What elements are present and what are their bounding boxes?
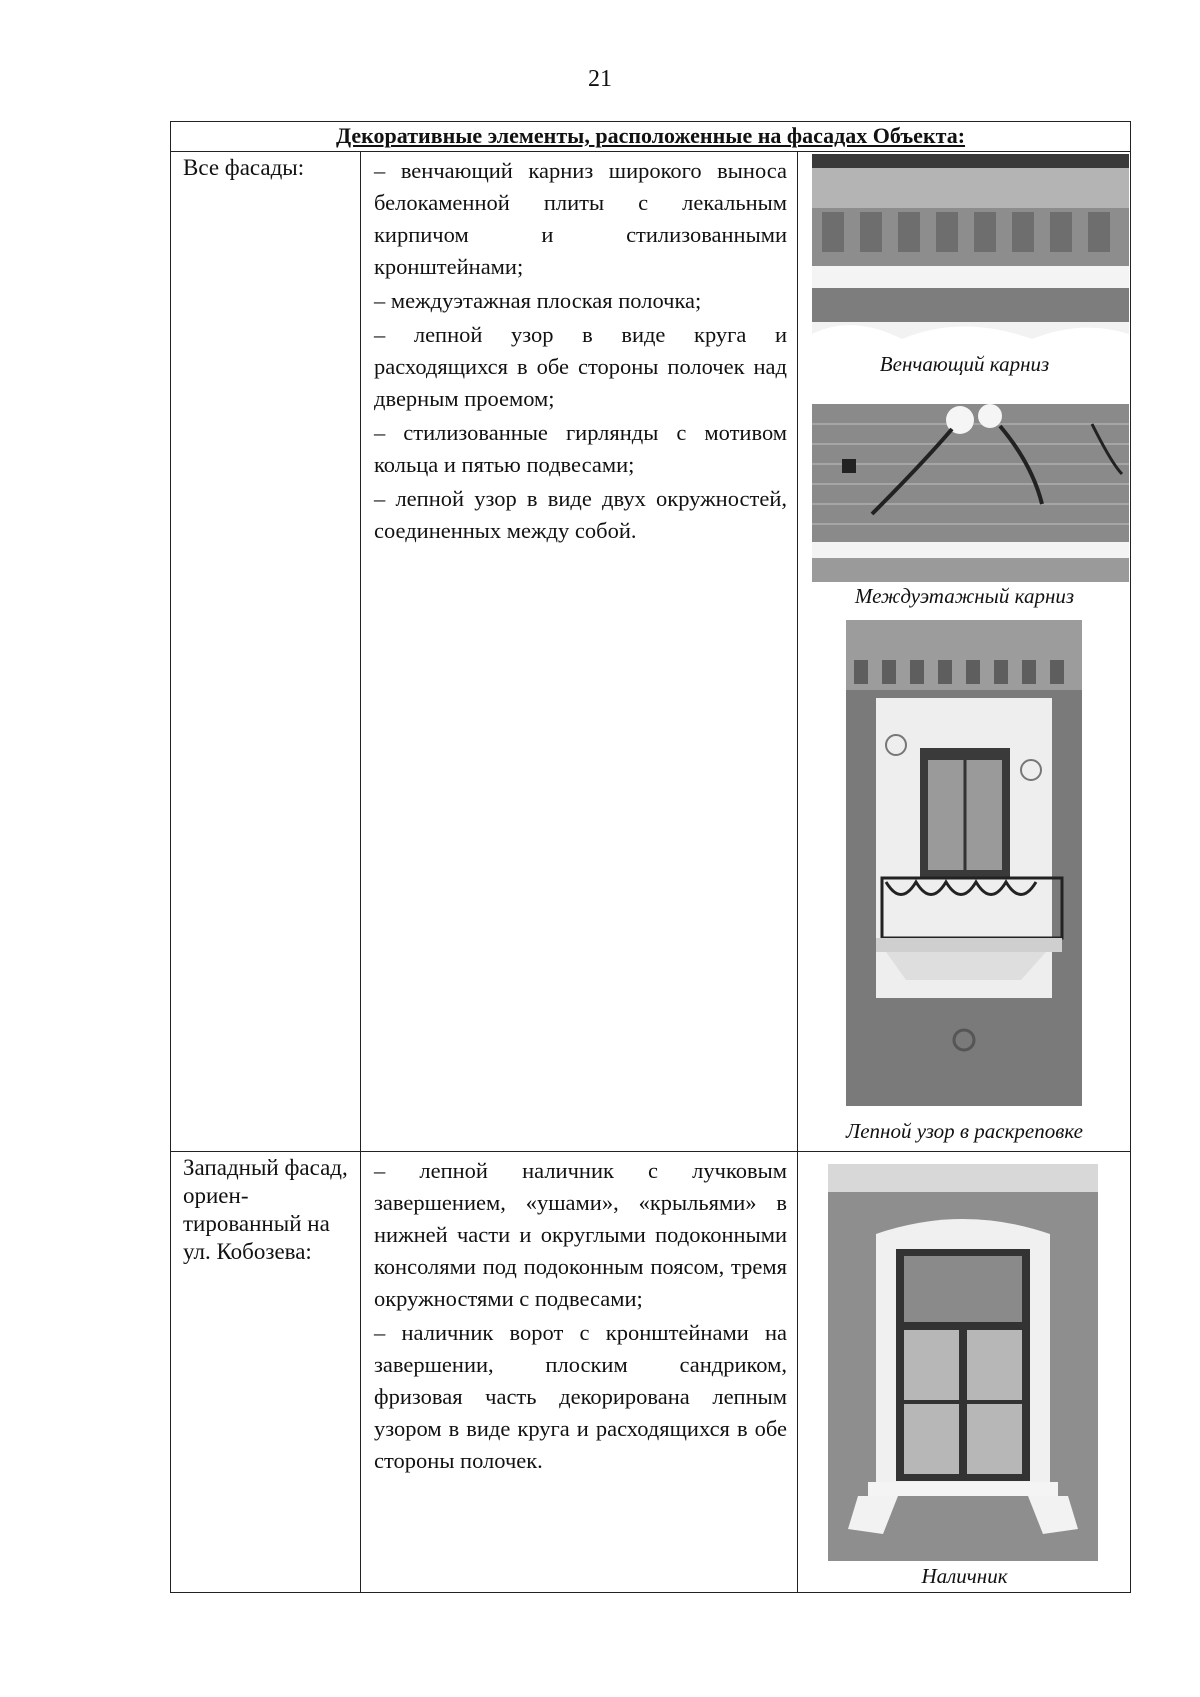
items-cell: [361, 152, 798, 1152]
list-item: – венчающий карниз широкого выноса белокаменной плиты с лекальным кирпичом и стилизованными кронштейнами;: [374, 158, 787, 279]
list-item: – междуэтажная плоская полочка;: [374, 288, 702, 313]
window-casing-photo: [828, 1164, 1098, 1561]
list-item: – стилизованные гирлянды с мотивом кольца и пятью подвесами;: [374, 420, 787, 477]
element-list: [361, 152, 797, 547]
decorative-elements-table: [170, 121, 1131, 1593]
interfloor-cornice-image: [812, 404, 1129, 582]
facade-label: Западный фасад, ориен-тированный на ул. Кобозева:: [183, 1155, 348, 1264]
table-header: Декоративные элементы, расположенные на фасадах Объекта:: [171, 122, 1131, 152]
list-item: – лепной наличник с лучковым завершением, «ушами», «крыльями» в нижней части и округлыми подоконными консолями под подоконным поясом, тремя окружностями с подвесами;: [374, 1158, 787, 1311]
element-list: [361, 1152, 797, 1477]
photo-caption: Венчающий карниз: [879, 352, 1050, 376]
cornice-photo: [812, 154, 1129, 366]
stucco-projection-photo: [846, 620, 1082, 1106]
items-cell: [361, 1152, 798, 1593]
photo-caption: Лепной узор в раскреповке: [846, 1119, 1083, 1143]
table-row: [171, 152, 1131, 1152]
stucco-projection-image: [846, 620, 1082, 1106]
list-item: – лепной узор в виде двух окружностей, соединенных между собой.: [374, 486, 787, 543]
facade-label-cell: [171, 1152, 361, 1593]
photos-cell: [798, 152, 1131, 1152]
photos-cell: [798, 1152, 1131, 1593]
list-item: – лепной узор в виде круга и расходящихся в обе стороны полочек над дверным проемом;: [374, 322, 787, 411]
table-row: [171, 1152, 1131, 1593]
list-item: – наличник ворот с кронштейнами на завершении, плоским сандриком, фризовая часть декорирована лепным узором в виде круга и расходящихся в обе стороны полочек.: [374, 1320, 787, 1473]
facade-label-cell: [171, 152, 361, 1152]
cornice-photo-image: [812, 154, 1129, 366]
window-casing-image: [828, 1164, 1098, 1561]
page-number: 21: [588, 66, 612, 92]
interfloor-cornice-photo: [812, 404, 1129, 582]
photo-caption: Наличник: [921, 1564, 1008, 1588]
facade-label: Все фасады:: [183, 155, 305, 180]
photo-caption: Междуэтажный карниз: [854, 584, 1075, 608]
